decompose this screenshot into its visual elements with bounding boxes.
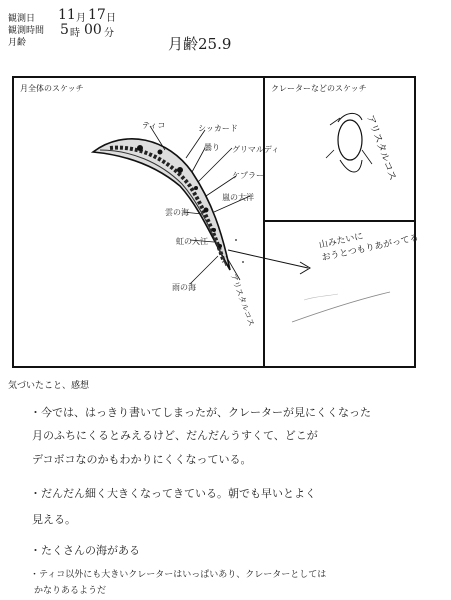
label-bay-of-rainbows: 虹の入江 (176, 237, 208, 246)
crater-mark (218, 244, 222, 248)
crater-mark (204, 208, 209, 213)
time-label: 観測時間 (8, 26, 45, 36)
crater-sketch-label: クレーターなどのスケッチ (271, 84, 367, 93)
note-line: ・だんだん細く大きくなってきている。朝でも早いとよく (30, 487, 316, 500)
label-kepler: ケプラー (232, 171, 264, 180)
detail-curve (292, 292, 390, 322)
crater-name-aristarchus: アリスタルコス (363, 113, 398, 183)
date-day: 17 (88, 7, 106, 23)
note-line: デコボコなのかもわかりにくくなっている。 (32, 453, 252, 466)
note-line: ・ティコ以外にも大きいクレーターはいっぱいあり、クレーターとしては (30, 570, 327, 580)
detail-note: 山みたいに おうとつもりあがってる (318, 231, 420, 264)
minute-unit: 分 (104, 28, 114, 39)
observation-minute: 00 (84, 22, 102, 38)
crater-mark (212, 228, 216, 232)
crater-mark (194, 186, 198, 190)
label-clouds: 曇り (204, 143, 220, 152)
observation-hour: 5 (60, 22, 69, 38)
moon-age-handwritten: 月齢25.9 (168, 35, 232, 53)
label-ocean-of-storms: 嵐の大洋 (222, 193, 254, 202)
note-line: ・今では、はっきり書いてしまったが、クレーターが見にくくなった (30, 406, 371, 419)
crater-mark (137, 145, 143, 151)
date-label: 観測日 (8, 14, 36, 24)
label-sea-of-rains: 雨の海 (172, 283, 196, 292)
hour-unit: 時 (70, 28, 80, 39)
whole-moon-label: 月全体のスケッチ (20, 84, 84, 93)
crater-mark (158, 150, 163, 155)
note-line: かなりあるようだ (34, 586, 107, 596)
month-unit: 月 (76, 13, 86, 24)
label-schickard: シッカード (198, 124, 238, 133)
day-unit: 日 (106, 13, 116, 24)
note-line: ・たくさんの海がある (30, 544, 140, 557)
note-line: 見える。 (32, 513, 76, 526)
date-month: 11 (58, 7, 76, 23)
notes-title: 気づいたこと、感想 (8, 381, 90, 391)
crater-mark (177, 167, 183, 173)
age-label: 月齢 (8, 38, 27, 48)
label-aristarchus: アリスタルコス (228, 272, 257, 328)
note-line: 月のふちにくるとみえるけど、だんだんうすくて、どこが (32, 429, 318, 442)
label-tycho: ティコ (142, 121, 166, 130)
label-sea-of-moisture: 雲の海 (165, 208, 189, 217)
label-grimaldi: グリマルディ (232, 145, 280, 154)
